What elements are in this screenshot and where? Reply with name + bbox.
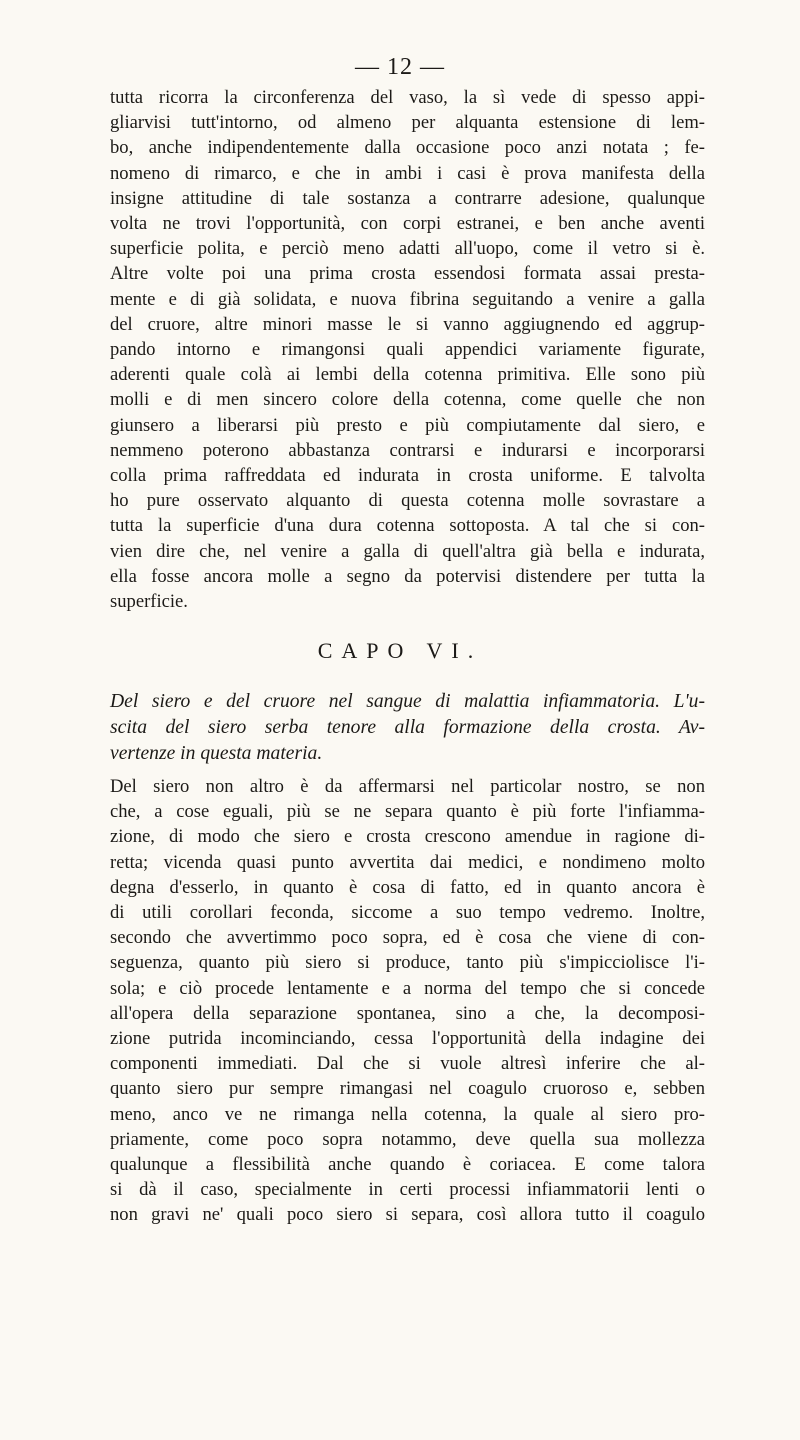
text-line: ho pure osservato alquanto di questa cotenna molle sovrastare a bbox=[110, 490, 705, 512]
text-line: sola; e ciò procede lentamente e a norma del tempo che si concede bbox=[110, 977, 705, 999]
text-line: Altre volte poi una prima crosta essendosi formata assai presta- bbox=[110, 263, 705, 285]
text-line: tutta ricorra la circonferenza del vaso, la sì vede di spesso appi- bbox=[110, 87, 705, 108]
text-line: nomeno di rimarco, e che in ambi i casi è prova manifesta della bbox=[110, 162, 705, 184]
text-line: nemmeno poterono abbastanza contrarsi e indurarsi e incorporarsi bbox=[110, 439, 705, 461]
text-line: degna d'esserlo, in quanto è cosa di fatto, ed in quanto ancora è bbox=[110, 876, 705, 898]
text-line: superficie polita, e perciò meno adatti all'uopo, come il vetro si è. bbox=[110, 238, 705, 260]
text-line: vien dire che, nel venire a galla di quell'altra già bella e indurata, bbox=[110, 540, 705, 562]
text-line: zione, di modo che siero e crosta crescono amendue in ragione di- bbox=[110, 826, 705, 848]
text-line: del cruore, altre minori masse le si vanno aggiugnendo ed aggrup- bbox=[110, 313, 705, 335]
chapter-subtitle bbox=[110, 689, 705, 767]
text-line: componenti immediati. Dal che si vuole altresì inferire che al- bbox=[110, 1053, 705, 1075]
text-line: secondo che avvertimmo poco sopra, ed è cosa che viene di con- bbox=[110, 927, 705, 949]
text-line: molli e di men sincero colore della cotenna, come quelle che non bbox=[110, 389, 705, 411]
text-line: Del siero non altro è da affermarsi nel particolar nostro, se non bbox=[110, 776, 705, 797]
text-line: mente e di già solidata, e nuova fibrina seguitando a venire a galla bbox=[110, 288, 705, 310]
text-line: aderenti quale colà ai lembi della cotenna primitiva. Elle sono più bbox=[110, 364, 705, 386]
text-line: all'opera della separazione spontanea, sino a che, la decomposi- bbox=[110, 1002, 705, 1024]
text-line: Del siero e del cruore nel sangue di malattia infiammatoria. L'u- bbox=[110, 691, 705, 712]
text-line: di utili corollari feconda, siccome a suo tempo vedremo. Inoltre, bbox=[110, 902, 705, 924]
text-line: qualunque a flessibilità anche quando è coriacea. E come talora bbox=[110, 1154, 705, 1176]
text-line: superficie. bbox=[110, 591, 188, 613]
text-line: priamente, come poco sopra notammo, deve quella sua mollezza bbox=[110, 1128, 705, 1150]
chapter-title: CAPO VI. bbox=[317, 638, 483, 663]
text-line: insigne attitudine di tale sostanza a contrarre adesione, qualunque bbox=[110, 187, 705, 209]
text-line: quanto siero pur sempre rimangasi nel coagulo cruoroso e, sebben bbox=[110, 1078, 705, 1100]
text-line: zione putrida incominciando, cessa l'opportunità della indagine dei bbox=[110, 1028, 705, 1050]
text-line: meno, anco ve ne rimanga nella cotenna, la quale al siero pro- bbox=[110, 1103, 705, 1125]
text-line: vertenze in questa materia. bbox=[110, 743, 323, 764]
text-line: si dà il caso, specialmente in certi processi infiammatorii lenti o bbox=[110, 1179, 705, 1201]
paragraph-cotenna bbox=[110, 85, 705, 614]
text-line: che, a cose eguali, più se ne separa quanto è più forte l'infiamma- bbox=[110, 801, 705, 823]
page-number: — 12 — bbox=[355, 54, 445, 80]
text-line: colla prima raffreddata ed indurata in crosta uniforme. E talvolta bbox=[110, 465, 705, 487]
text-line: non gravi ne' quali poco siero si separa, così allora tutto il coagulo bbox=[110, 1204, 705, 1226]
text-line: retta; vicenda quasi punto avvertita dai medici, e nondimeno molto bbox=[110, 851, 705, 873]
text-line: volta ne trovi l'opportunità, con corpi estranei, e ben anche aventi bbox=[110, 213, 705, 235]
text-line: scita del siero serba tenore alla formazione della crosta. Av- bbox=[110, 717, 705, 738]
paragraph-siero bbox=[110, 774, 705, 1228]
text-line: pando intorno e rimangonsi quali appendici variamente figurate, bbox=[110, 339, 705, 361]
text-line: gliarvisi tutt'intorno, od almeno per alquanta estensione di lem- bbox=[110, 112, 705, 134]
text-line: bo, anche indipendentemente dalla occasione poco anzi notata ; fe- bbox=[110, 137, 705, 159]
text-line: giunsero a liberarsi più presto e più compiutamente dal siero, e bbox=[110, 414, 705, 436]
text-line: tutta la superficie d'una dura cotenna sottoposta. A tal che si con- bbox=[110, 515, 705, 537]
text-line: seguenza, quanto più siero si produce, tanto più s'impicciolisce l'i- bbox=[110, 952, 705, 974]
text-line: ella fosse ancora molle a segno da potervisi distendere per tutta la bbox=[110, 565, 705, 587]
